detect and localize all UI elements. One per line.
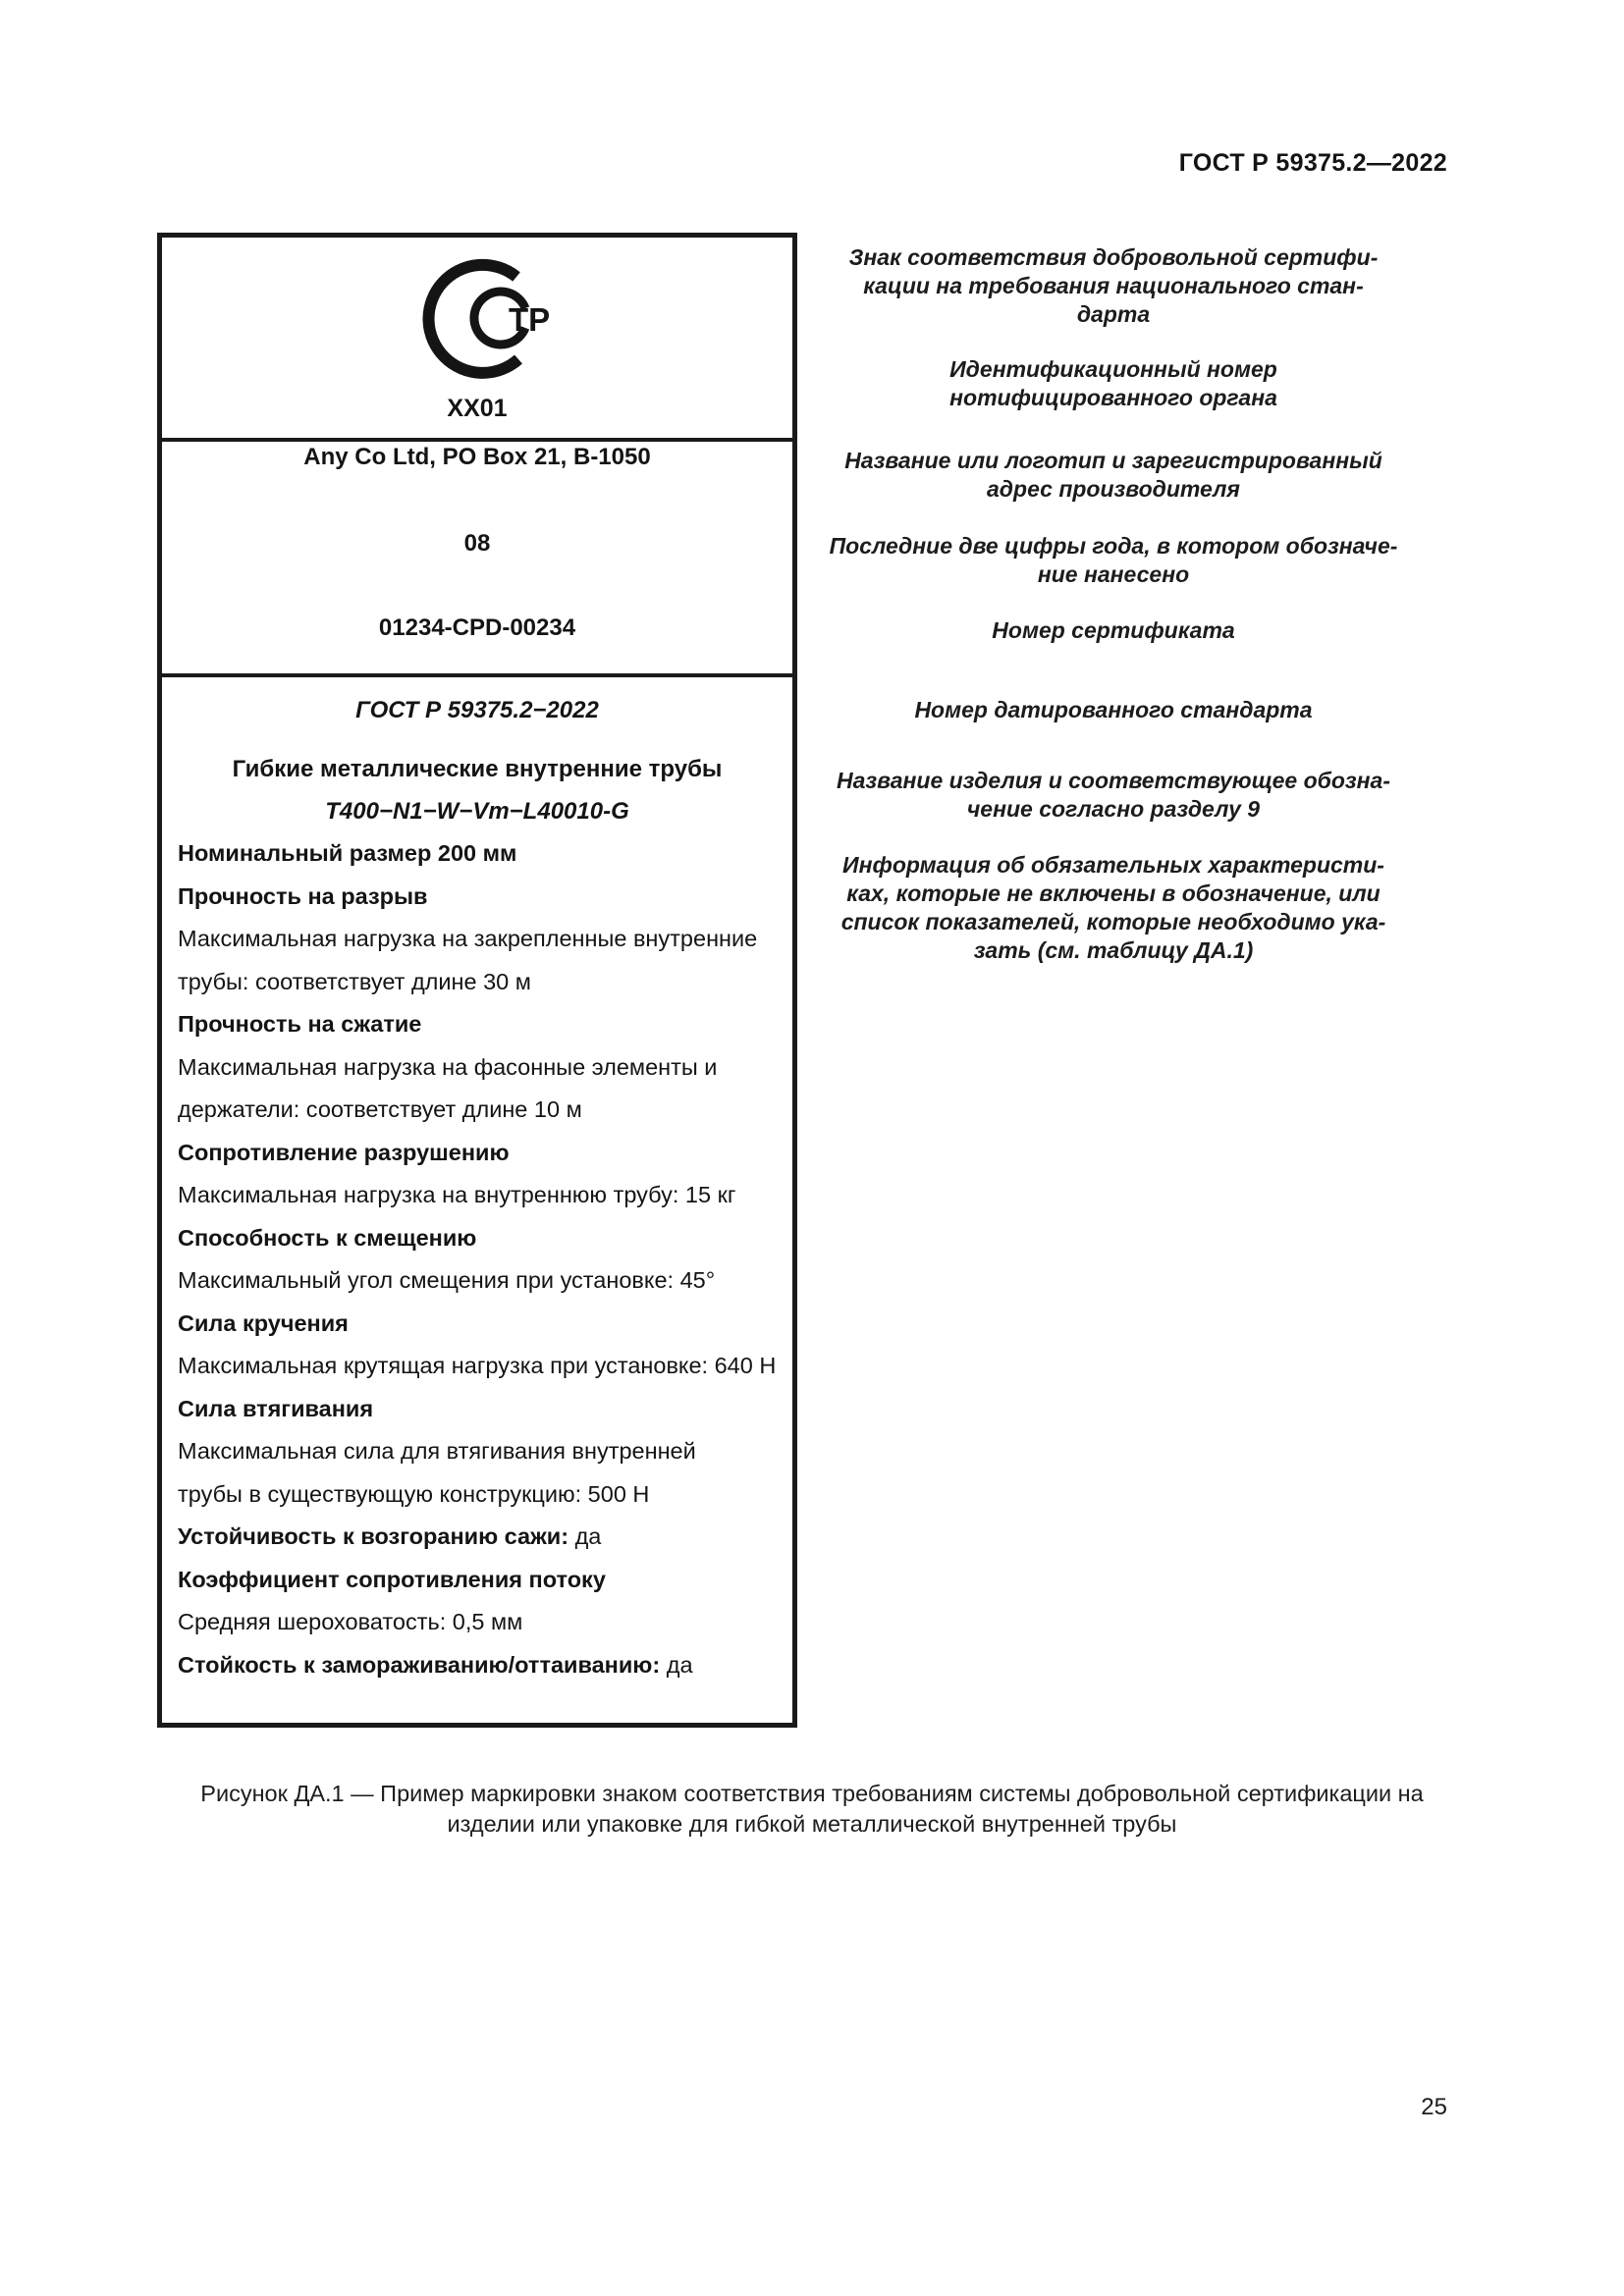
spec-label: Стойкость к замораживанию/оттаиванию: <box>178 1651 661 1678</box>
annotation-certificate <box>817 616 1410 645</box>
standard-number: ГОСТ Р 59375.2−2022 <box>355 697 599 723</box>
annotation-characteristics <box>817 851 1410 965</box>
annotation-line: зать (см. таблицу ДА.1) <box>973 937 1254 963</box>
annotation-manufacturer <box>817 447 1410 504</box>
annotation-standard <box>817 696 1410 724</box>
spec-line: Максимальный угол смещения при установке: 45° <box>178 1267 716 1293</box>
annotation-line: список показателей, которые необходимо ука- <box>840 909 1386 934</box>
annotation-line: адрес производителя <box>987 476 1240 502</box>
manufacturer-section <box>162 442 792 677</box>
annotation-line: Знак соответствия добровольной сертифи- <box>848 244 1379 270</box>
spec-line: Максимальная крутящая нагрузка при установке: 640 Н <box>178 1353 777 1378</box>
annotation-line: кации на требования национального стан- <box>863 273 1364 298</box>
product-designation: T400−N1−W−Vm−L40010-G <box>325 798 629 825</box>
year-digits: 08 <box>463 530 491 557</box>
figure-caption <box>118 1779 1506 1840</box>
annotation-line: Название или логотип и зарегистрированный <box>844 448 1382 473</box>
logo-section <box>162 238 792 442</box>
spec-line: Сила втягивания <box>178 1395 374 1421</box>
spec-line: Коэффициент сопротивления потоку <box>178 1566 606 1592</box>
certification-mark-icon <box>389 255 566 383</box>
annotation-line: дарта <box>1076 301 1151 327</box>
spec-line: Максимальная нагрузка на фасонные элементы и <box>178 1053 718 1080</box>
annotation-line: Идентификационный номер <box>949 356 1277 382</box>
spec-label: Устойчивость к возгоранию сажи: <box>178 1523 569 1549</box>
spec-line: Сила кручения <box>178 1309 349 1336</box>
caption-line: Рисунок ДА.1 — Пример маркировки знаком соответствия требованиям системы добровольной сертификации на <box>200 1781 1424 1806</box>
spec-line: Максимальная нагрузка на внутреннюю трубу: 15 кг <box>178 1182 736 1207</box>
annotation-line: Последние две цифры года, в котором обозначе- <box>829 533 1398 559</box>
caption-line: изделии или упаковке для гибкой металлической внутренней трубы <box>447 1811 1177 1837</box>
spec-line <box>178 1644 786 1687</box>
spec-value: да <box>568 1523 602 1549</box>
annotation-year <box>817 532 1410 589</box>
annotation-product <box>817 767 1410 824</box>
annotation-line: чение согласно разделу 9 <box>966 796 1261 822</box>
spec-line: Сопротивление разрушению <box>178 1139 510 1165</box>
logo-mark-text: ТР <box>509 301 551 338</box>
document-id: ГОСТ Р 59375.2—2022 <box>1178 149 1447 177</box>
annotation-line: нотифицированного органа <box>949 385 1277 410</box>
spec-line: Номинальный размер 200 мм <box>178 840 517 866</box>
annotation-line: Номер сертификата <box>992 617 1235 643</box>
marking-label <box>157 233 797 1728</box>
spec-line: держатели: соответствует длине 10 м <box>178 1096 582 1122</box>
spec-value: да <box>660 1651 693 1678</box>
annotation-line: Информация об обязательных характеристи- <box>842 852 1384 878</box>
spec-list <box>178 832 786 1686</box>
annotation-certification-mark <box>817 243 1410 329</box>
spec-line: Максимальная нагрузка на закрепленные внутренние <box>178 926 758 951</box>
annotation-notified-body <box>817 355 1410 412</box>
logo-wrap <box>162 255 792 388</box>
page-number: 25 <box>1421 2094 1447 2120</box>
spec-line: Способность к смещению <box>178 1224 477 1251</box>
annotation-line: Номер датированного стандарта <box>914 697 1313 722</box>
spec-line: трубы: соответствует длине 30 м <box>178 968 531 994</box>
spec-line <box>178 1516 786 1559</box>
spec-line: Максимальная сила для втягивания внутренней <box>178 1438 696 1464</box>
spec-line: Прочность на сжатие <box>178 1011 422 1037</box>
annotation-line: ние нанесено <box>1037 561 1190 587</box>
annotation-line: ках, которые не включены в обозначение, или <box>846 881 1380 906</box>
spec-line: трубы в существующую конструкцию: 500 Н <box>178 1480 650 1507</box>
product-name: Гибкие металлические внутренние трубы <box>232 756 723 782</box>
specification-section <box>162 677 792 1723</box>
spec-line: Средняя шероховатость: 0,5 мм <box>178 1609 523 1634</box>
manufacturer-address: Any Co Ltd, PO Box 21, B-1050 <box>303 444 651 470</box>
notified-body-number: XX01 <box>447 395 508 422</box>
annotation-line: Название изделия и соответствующее обозна- <box>836 768 1390 793</box>
spec-line: Прочность на разрыв <box>178 882 428 909</box>
certificate-number: 01234-CPD-00234 <box>378 614 576 641</box>
